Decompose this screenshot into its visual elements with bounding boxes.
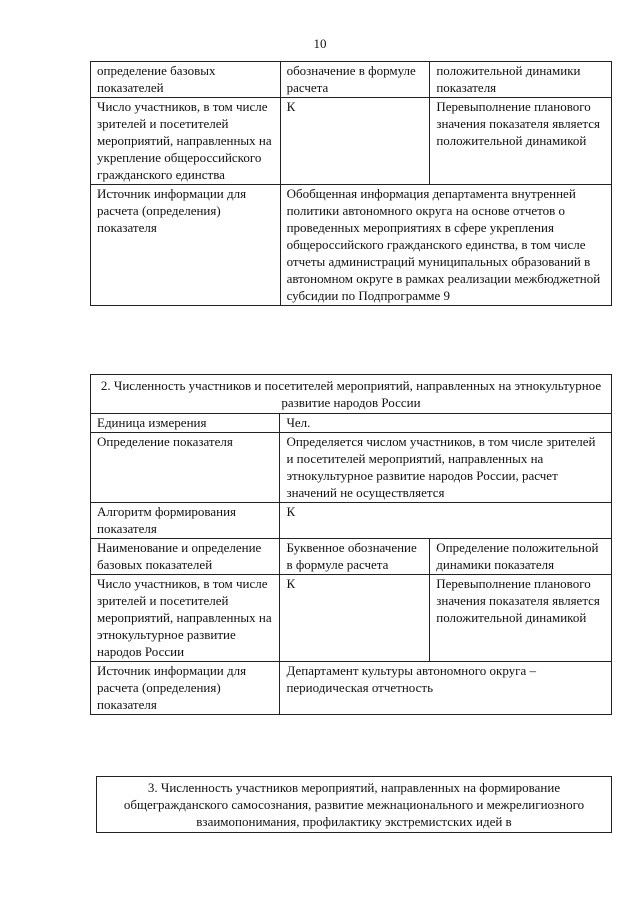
table-cell: Буквенное обозначение в формуле расчета <box>280 539 430 575</box>
table-title-row <box>97 777 612 833</box>
table-cell: Чел. <box>280 414 612 433</box>
table-row <box>91 503 612 539</box>
table-cell: положительной динамики показателя <box>430 62 612 98</box>
table-cell: Алгоритм формирования показателя <box>91 503 280 539</box>
table-cell: К <box>280 575 430 662</box>
page-number: 10 <box>313 36 327 51</box>
table-cell: Наименование и определение базовых показателей <box>91 539 280 575</box>
table-cell: Источник информации для расчета (определения) показателя <box>91 185 281 306</box>
table-cell: Определение положительной динамики показателя <box>430 539 612 575</box>
table-row <box>91 433 612 503</box>
table-row <box>91 575 612 662</box>
table-cell: К <box>280 503 612 539</box>
table-row <box>91 98 612 185</box>
table-row <box>91 662 612 715</box>
table-header-row <box>91 62 612 98</box>
table-cell: Источник информации для расчета (определения) показателя <box>91 662 280 715</box>
indicator-table-1 <box>90 61 612 306</box>
table-cell: Департамент культуры автономного округа – периодическая отчетность <box>280 662 612 715</box>
table-cell: Число участников, в том числе зрителей и посетителей мероприятий, направленных на укрепление общероссийского гражданского единства <box>91 98 281 185</box>
table-cell: определение базовых показателей <box>91 62 281 98</box>
table-cell: Определение показателя <box>91 433 280 503</box>
table-cell: Перевыполнение планового значения показателя является положительной динамикой <box>430 98 612 185</box>
indicator-table-3 <box>96 776 612 833</box>
table-cell: Перевыполнение планового значения показателя является положительной динамикой <box>430 575 612 662</box>
table-cell: обозначение в формуле расчета <box>280 62 430 98</box>
table-cell: К <box>280 98 430 185</box>
table-header-row <box>91 539 612 575</box>
table-title: 3. Численность участников мероприятий, направленных на формирование общегражданского самосознания, развитие межнационального и межрелигиозного взаимопонимания, профилактику экстремистских идей в <box>97 777 612 833</box>
table-title: 2. Численность участников и посетителей мероприятий, направленных на этнокультурное развитие народов России <box>91 375 612 414</box>
table-cell: Обобщенная информация департамента внутренней политики автономного округа на основе отчетов о проведенных мероприятиях в сфере укрепления общероссийского гражданского единства, в том числе отчеты администраций муниципальных образований в автономном округе в рамках реализации межбюджетной субсидии по Подпрограмме 9 <box>280 185 611 306</box>
table-row <box>91 185 612 306</box>
table-row <box>91 414 612 433</box>
table-title-row <box>91 375 612 414</box>
table-cell: Число участников, в том числе зрителей и посетителей мероприятий, направленных на этнокультурное развитие народов России <box>91 575 280 662</box>
table-cell: Определяется числом участников, в том числе зрителей и посетителей мероприятий, направленных на этнокультурное развитие народов России, расчет значений не осуществляется <box>280 433 612 503</box>
indicator-table-2 <box>90 374 612 715</box>
table-cell: Единица измерения <box>91 414 280 433</box>
